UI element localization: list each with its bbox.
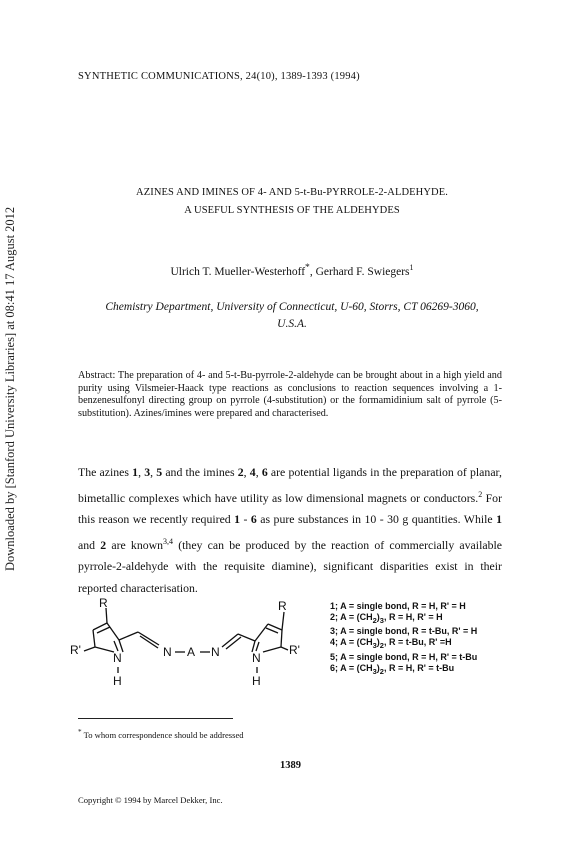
label-n-imine-right: N [211, 645, 220, 659]
author-2: Gerhard F. Swiegers [315, 265, 410, 278]
abstract: Abstract: The preparation of 4- and 5-t-Bu-pyrrole-2-aldehyde can be brought about in a high yield and purity using Vilsmeier-Haack type reactions as conclusions to reaction sequences involving a 1-benzenesulfonyl directing group on pyrrole (4-substitution) or the formamidinium salt of pyrrole (5-substitution). Azines/imines were prepared and characterised. [78, 370, 502, 419]
download-watermark: Downloaded by [Stanford University Libraries] at 08:41 17 August 2012 [3, 206, 17, 571]
bond [84, 647, 95, 651]
label-r-left: R [99, 596, 108, 610]
compound-ref: 2 [100, 537, 107, 552]
bond [119, 632, 138, 640]
body-text: , [243, 465, 250, 479]
bond [281, 647, 288, 650]
body-text: For this reason we recently required [78, 490, 502, 527]
body-text: and [78, 537, 101, 552]
compound-entry: 6; $A = (CH_3)_2$, R = H, R' = t-Bu [330, 662, 455, 676]
compound-entry: 4; $A = (CH_3)_2$, R = t-Bu, R' =H [330, 637, 452, 650]
compound-entry: 3; A = single bond, R = t-Bu, R' = H [330, 626, 478, 637]
compound-entry: 1; A = single bond, R = H, R' = H [330, 601, 466, 611]
author-list [60, 262, 524, 278]
compound-list [330, 601, 477, 677]
body-text: are potential ligands in the preparation of planar, bimetallic complexes which have utility as low dimensional magnets or conductors. [78, 465, 502, 505]
bond [255, 624, 268, 641]
label-n-pyrrole-left: N [113, 651, 122, 665]
compound-ref: 1 [132, 465, 139, 479]
bond [138, 632, 159, 645]
body-text: are known [106, 537, 164, 552]
footnote [78, 728, 244, 740]
compound-ref: 1 [234, 512, 241, 527]
label-a-linker: A [187, 645, 196, 659]
bond [256, 642, 259, 651]
bond [107, 623, 119, 640]
author-2-mark: 1 [409, 263, 414, 272]
label-rprime-right: R' [289, 643, 300, 657]
page-number: 1389 [280, 760, 301, 771]
compound-ref: 6 [261, 465, 268, 479]
compound-ref: 1 [496, 512, 502, 527]
author-1: Ulrich T. Mueller-Westerhoff [170, 265, 306, 278]
compound-entry: 5; A = single bond, R = H, R' = t-Bu [330, 651, 478, 662]
affiliation-line-2: U.S.A. [277, 318, 307, 330]
journal-header: SYNTHETIC COMMUNICATIONS, 24(10), 1389-1393 (1994) [78, 71, 360, 82]
label-n-pyrrole-right: N [252, 651, 261, 665]
compound-ref: 4 [249, 465, 256, 479]
bond [282, 612, 284, 630]
footnote-divider [78, 718, 233, 719]
affiliation [60, 299, 524, 333]
label-r-right: R [278, 599, 287, 613]
bond [263, 647, 281, 652]
label-h-right: H [252, 674, 261, 688]
citation: 2 [478, 489, 483, 499]
compound-ref: 5 [156, 465, 163, 479]
article-title [60, 184, 524, 220]
label-h-left: H [113, 674, 122, 688]
compound-ref: 6 [250, 512, 257, 527]
author-separator: , [309, 265, 316, 278]
bond [93, 630, 95, 647]
body-text: , [150, 465, 157, 479]
citation: 3,4 [163, 536, 174, 546]
label-rprime-left: R' [70, 643, 81, 657]
bond [281, 630, 282, 647]
body-text: The azines [78, 465, 133, 479]
footnote-text: To whom correspondence should be addressed [81, 729, 244, 740]
body-paragraph [78, 462, 502, 599]
copyright: Copyright © 1994 by Marcel Dekker, Inc. [78, 795, 223, 805]
bond [95, 647, 114, 652]
label-n-imine-left: N [163, 645, 172, 659]
footnote-mark: * [78, 728, 82, 736]
body-text: , [138, 465, 145, 479]
body-text: (they can be produced by the reaction of commercially available pyrrole-2-aldehyde with the requisite diamine), significant disparities exist in their reported characterisation. [78, 537, 502, 595]
compound-ref: 2 [237, 465, 244, 479]
title-line-2: A USEFUL SYNTHESIS OF THE ALDEHYDES [184, 205, 400, 216]
bond [266, 628, 278, 633]
compound-entry: 2; $A = (CH_2)_3$, R = H, R' = H [330, 611, 443, 625]
bond [226, 637, 241, 649]
affiliation-line-1: Chemistry Department, University of Connecticut, U-60, Storrs, CT 06269-3060, [105, 301, 479, 313]
body-text: - [240, 512, 251, 527]
body-text: as pure substances in 10 - 30 g quantities. While [256, 512, 497, 527]
author-1-mark: * [305, 262, 310, 273]
bond [106, 608, 107, 623]
compound-ref: 3 [144, 465, 151, 479]
bond [114, 641, 118, 651]
body-text: and the imines [162, 465, 238, 479]
body-text: , [255, 465, 262, 479]
chemical-structure [70, 592, 325, 688]
bond [97, 627, 110, 633]
title-line-1: AZINES AND IMINES OF 4- AND 5-t-Bu-PYRROLE-2-ALDEHYDE. [136, 187, 448, 198]
